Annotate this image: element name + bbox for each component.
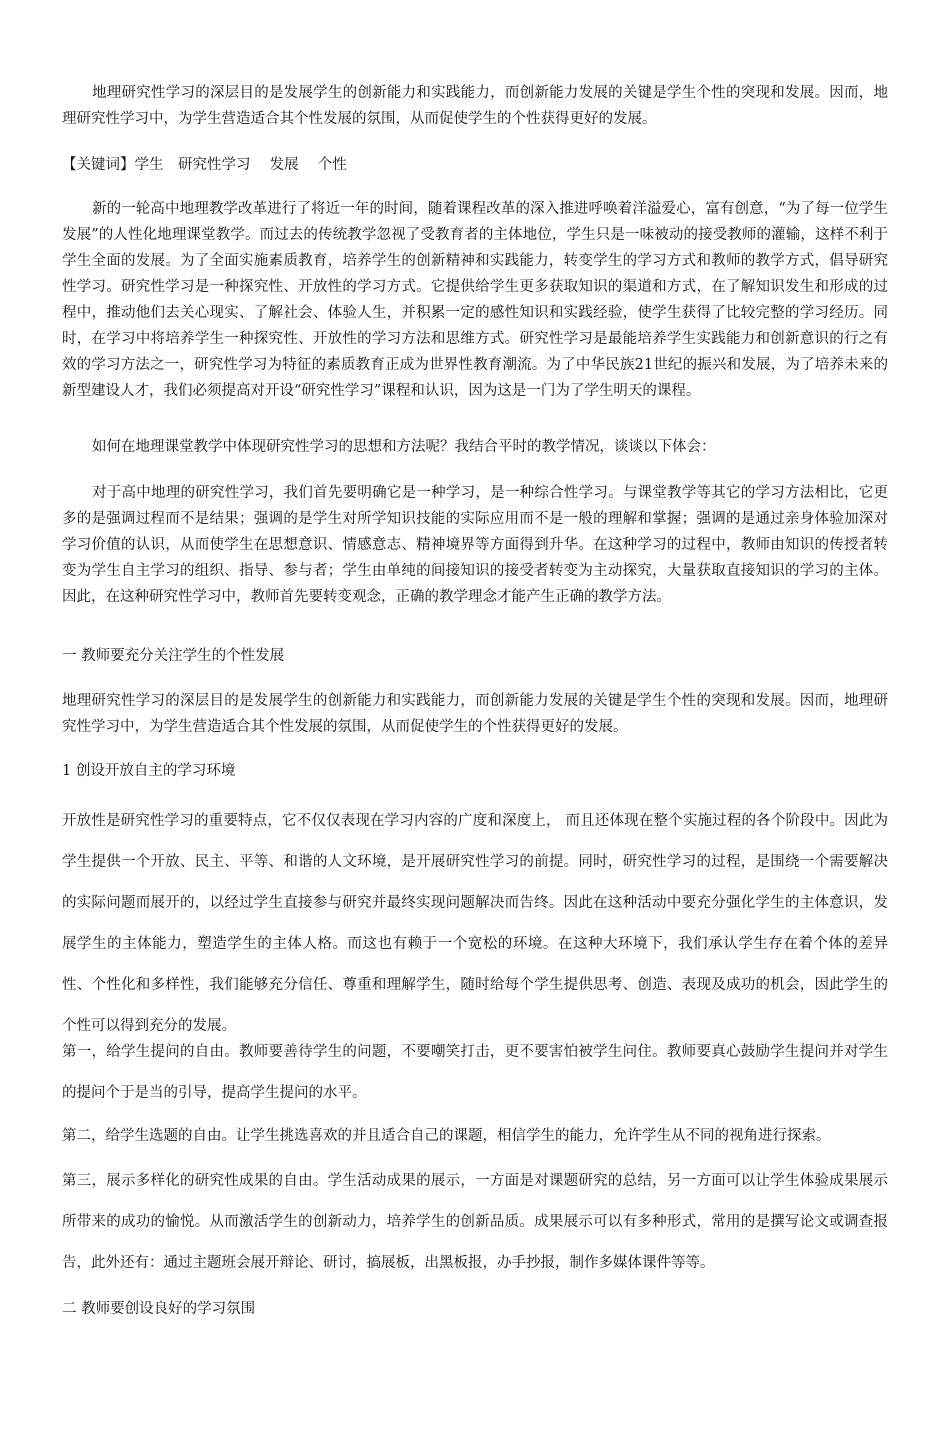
- section1-paragraph: 地理研究性学习的深层目的是发展学生的创新能力和实践能力，而创新能力发展的关键是学生个性的突现和发展。因而，地理研究性学习中，为学生营造适合其个性发展的氛围，从而促使学生的个性获得更好的发展。: [62, 693, 888, 735]
- third-point: 第三，展示多样化的研究性成果的自由。学生活动成果的展示，一方面是对课题研究的总结，另一方面可以让学生体验成果展示所带来的成功的愉悦。从而激活学生的创新动力，培养学生的创新品质。成果展示可以有多种形式，常用的是撰写论文或调查报告，此外还有：通过主题班会展开辩论、研讨，搞展板，出黑板报，办手抄报，制作多媒体课件等等。: [62, 1173, 888, 1271]
- first-point: 第一，给学生提问的自由。教师要善待学生的问题，不要嘲笑打击，更不要害怕被学生问住。教师要真心鼓励学生提问并对学生的提问个于是当的引导，提高学生提问的水平。: [62, 1044, 888, 1101]
- concept-paragraph: 对于高中地理的研究性学习，我们首先要明确它是一种学习，是一种综合性学习。与课堂教学等其它的学习方法相比，它更多的是强调过程而不是结果；强调的是学生对所学知识技能的实际应用而不是一般的理解和掌握；强调的是通过亲身体验加深对学习价值的认识，从而使学生在思想意识、情感意志、精神境界等方面得到升华。在这种学习的过程中，教师由知识的传授者转变为学生自主学习的组织、指导、参与者；学生由单纯的间接知识的接受者转变为主动探究，大量获取直接知识的学习的主体。因此，在这种研究性学习中，教师首先要转变观念，正确的教学理念才能产生正确的教学方法。: [62, 485, 888, 605]
- abstract-paragraph: 地理研究性学习的深层目的是发展学生的创新能力和实践能力，而创新能力发展的关键是学生个性的突现和发展。因而，地理研究性学习中，为学生营造适合其个性发展的氛围，从而促使学生的个性获得更好的发展。: [62, 85, 888, 127]
- section1-heading: 一 教师要充分关注学生的个性发展: [62, 648, 285, 664]
- intro-paragraph: 新的一轮高中地理教学改革进行了将近一年的时间，随着课程改革的深入推进呼唤着洋溢爱心，富有创意，“为了每一位学生发展”的人性化地理课堂教学。而过去的传统教学忽视了受教育者的主体地位，学生只是一味被动的接受教师的灌输，这样不利于学生全面的发展。为了全面实施素质教育，培养学生的创新精神和实践能力，转变学生的学习方式和教师的教学方式，倡导研究性学习。研究性学习是一种探究性、开放性的学习方式。它提供给学生更多获取知识的渠道和方式，在了解知识发生和形成的过程中，推动他们去关心现实、了解社会、体验人生，并积累一定的感性知识和实践经验，使学生获得了比较完整的学习经历。同时，在学习中将培养学生一种探究性、开放性的学习方法和思维方式。研究性学习是最能培养学生实践能力和创新意识的行之有效的学习方法之一，研究性学习为特征的素质教育正成为世界性教育潮流。为了中华民族21世纪的振兴和发展，为了培养未来的新型建设人才，我们必须提高对开设“研究性学习”课程和认识，因为这是一门为了学生明天的课程。: [62, 201, 888, 399]
- subsection1-heading: 1 创设开放自主的学习环境: [62, 763, 236, 779]
- openness-paragraph: 开放性是研究性学习的重要特点，它不仅仅表现在学习内容的广度和深度上， 而且还体现在整个实施过程的各个阶段中。因此为学生提供一个开放、民主、平等、和谐的人文环境，是开展研究性学习的前提。同时，研究性学习的过程，是围绕一个需要解决的实际问题而展开的，以经过学生直接参与研究并最终实现问题解决而告终。因此在这种活动中要充分强化学生的主体意识，发展学生的主体能力，塑造学生的主体人格。而这也有赖于一个宽松的环境。在这种大环境下，我们承认学生存在着个体的差异性、个性化和多样性，我们能够充分信任、尊重和理解学生，随时给每个学生提供思考、创造、表现及成功的机会，因此学生的个性可以得到充分的发展。: [62, 813, 888, 1034]
- keywords-line: 【关键词】学生 研究性学习 发展 个性: [62, 157, 347, 173]
- second-point: 第二，给学生选题的自由。让学生挑选喜欢的并且适合自己的课题，相信学生的能力，允许学生从不同的视角进行探索。: [62, 1128, 831, 1144]
- section2-heading: 二 教师要创设良好的学习氛围: [62, 1301, 256, 1317]
- question-paragraph: 如何在地理课堂教学中体现研究性学习的思想和方法呢？我结合平时的教学情况，谈谈以下体会：: [92, 439, 716, 455]
